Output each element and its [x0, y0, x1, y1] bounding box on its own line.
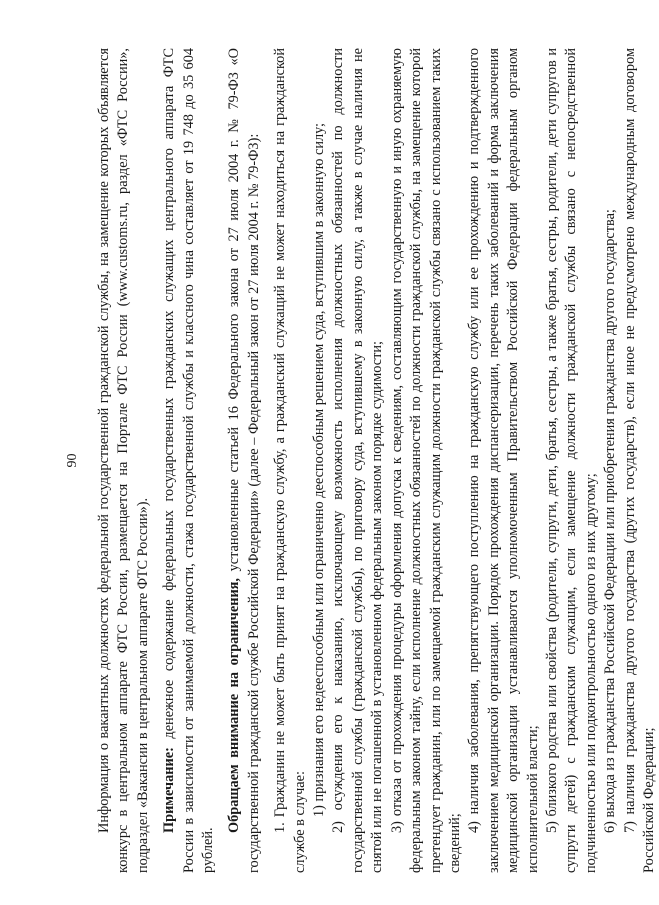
note-text: денежное содержание федеральных государственных гражданских служащих центрального аппарата ФТС России в зависимости от занимаемой должности, стажа государственной службы и классного чина составляет от 19 748 до 35 604 рублей.	[161, 48, 217, 873]
rotated-page-content	[65, 47, 657, 873]
vacancy-info-paragraph: Информация о вакантных должностях федеральной государственной гражданской службы, на замещение которых объявляется конкурс в центральном аппарате ФТС России, размещается на Портале ФТС России (www.customs.ru, раздел «ФТС России», подраздел «Вакансии в центральном аппарате ФТС России»).	[96, 48, 151, 873]
list-item-6: 6) выхода из гражданства Российской Федерации или приобретения гражданства другого государства;	[602, 209, 619, 833]
restrictions-paragraph	[225, 48, 264, 873]
list-item-2: 2) осуждения его к наказанию, исключающему возможность исполнения должностных обязанностей по должности государственной службы (гражданской службы), по приговору суда, вступившему в законную силу, а также в случае наличия не снятой или не погашенной в установленном федеральным законом порядке судимости;	[330, 48, 386, 873]
list-item-1: 1) признания его недееспособным или ограниченно дееспособным решением суда, вступившим в законную силу;	[311, 122, 328, 817]
restrictions-text: установленные статьей 16 Федерального закона от 27 июля 2004 г. № 79-ФЗ «О государственной гражданской службе Российской Федерации» (далее – Федеральный закон от 27 июля 2004 г. № 79-ФЗ):	[226, 47, 262, 873]
note-paragraph	[160, 48, 218, 873]
document-body	[95, 48, 659, 873]
note-label: Примечание:	[161, 747, 178, 833]
list-item-5: 5) близкого родства или свойства (родители, супруги, дети, братья, сестры, а также братья, сестры, родители, дети супругов и супруги детей) с гражданским служащим, если замещение должности гражданской службы связано с непосредственной подчиненностью или подконтрольностью одного из них другому;	[543, 48, 599, 873]
list-item-3: 3) отказа от прохождения процедуры оформления допуска к сведениям, составляющим государственную и иную охраняемую федеральным законом тайну, если исполнение должностных обязанностей по должности гражданской службы, на замещение которой претендует гражданин, или по замещаемой гражданским служащим должности гражданской службы связано с использованием таких сведений;	[388, 48, 463, 873]
restrictions-label: Обращаем внимание на ограничения,	[226, 578, 243, 833]
list-item-4: 4) наличия заболевания, препятствующего поступлению на гражданскую службу или ее прохождению и подтвержденного заключением медицинской организации. Порядок прохождения диспансеризации, перечень таких заболеваний и форма заключения медицинской организации устанавливаются уполномоченным Правительством Российской Федерации федеральным органом исполнительной власти;	[466, 48, 541, 873]
page-number: 90	[65, 453, 80, 468]
list-item-7: 7) наличия гражданства другого государства (других государств), если иное не предусмотрено международным договором Российской Федерации;	[621, 48, 657, 873]
restrictions-intro: 1. Гражданин не может быть принят на гражданскую службу, а гражданский служащий не может находиться на гражданской службе в случае:	[272, 48, 308, 873]
